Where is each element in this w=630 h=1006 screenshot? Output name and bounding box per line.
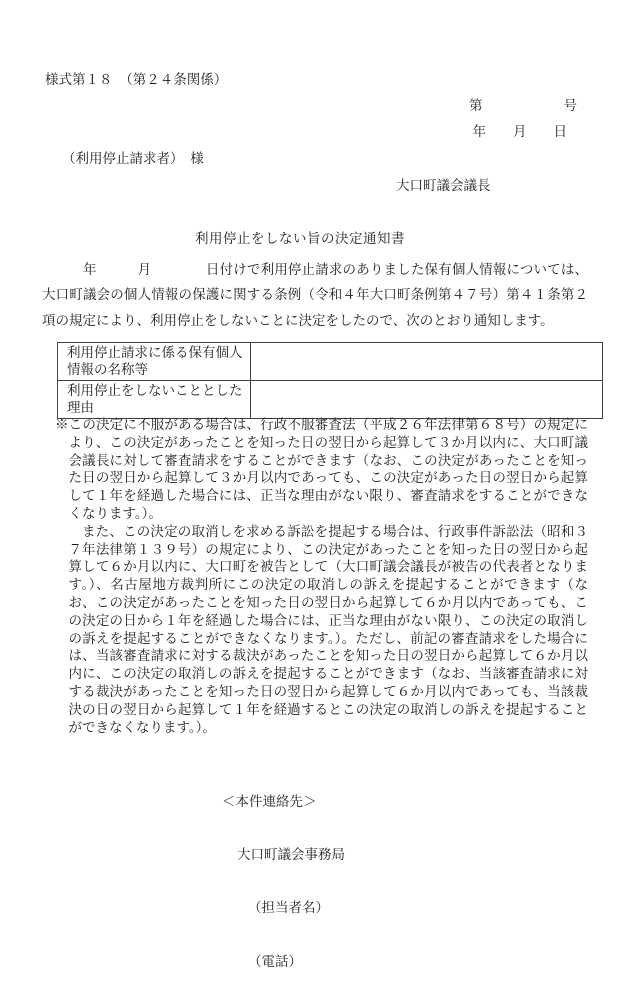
table-row-personal-info-name	[58, 343, 603, 381]
date-line: 年 月 日	[472, 124, 567, 139]
document-number-line: 第 号	[469, 98, 577, 113]
contact-section	[222, 757, 345, 1006]
table-row-reason	[58, 381, 603, 419]
document-title: 利用停止をしない旨の決定通知書	[195, 231, 405, 246]
addressee-line: （利用停止請求者） 様	[62, 151, 204, 166]
row-value-reason	[251, 381, 603, 419]
body-paragraph: 年 月 日付けで利用停止請求のありました保有個人情報については、大口町議会の個人情報の保護に関する条例（令和４年大口町条例第４７号）第４１条第２項の規定により、利用停止をしないことに決定をしたので、次のとおり通知します。	[42, 262, 588, 328]
info-table	[57, 342, 603, 419]
form-number: 様式第１８ （第２４条関係）	[45, 72, 228, 87]
contact-office: 大口町議会事務局	[237, 846, 345, 862]
row-label-reason: 利用停止をしないこととした理由	[58, 381, 251, 419]
row-value-personal-info-name	[251, 343, 603, 381]
notes-section	[55, 416, 588, 736]
contact-heading: ＜本件連絡先＞	[222, 793, 317, 809]
note-lawsuit: また、この決定の取消しを求める訴訟を提起する場合は、行政事件訴訟法（昭和３７年法律第１３９号）の規定により、この決定があったことを知った日の翌日から起算して６か月以内に、大口町を被告として（大口町議会議長が被告の代表者となります。）、名古屋地方裁判所にこの決定の取消しの訴えを提起することができます（なお、この決定があったことを知った日の翌日から起算して６か月以内であっても、この決定の日から１年を経過した場合には、正当な理由がない限り、この決定の取消しの訴えを提起することができなくなります。）。ただし、前記の審査請求をした場合には、当該審査請求に対する裁決があったことを知った日の翌日から起算して６か月以内に、この決定の取消しの訴えを提起することができます（なお、当該審査請求に対する裁決があったことを知った日の翌日から起算して６か月以内であっても、当該裁決の日の翌日から起算して１年を経過するとこの決定の取消しの訴えを提起することができなくなります。）。	[68, 523, 588, 735]
note-administrative-appeal: ※この決定に不服がある場合は、行政不服審査法（平成２６年法律第６８号）の規定により、この決定があったことを知った日の翌日から起算して３か月以内に、大口町議会議長に対して審査請求をすることができます（なお、この決定があったことを知った日の翌日から起算して３か月以内であっても、この決定があった日の翌日から起算して１年を経過した場合には、正当な理由がない限り、審査請求をすることができなくなります。）。	[55, 417, 588, 521]
contact-phone: （電話）	[248, 953, 302, 969]
contact-person: （担当者名）	[248, 900, 329, 916]
row-label-personal-info-name: 利用停止請求に係る保有個人情報の名称等	[58, 343, 251, 381]
sender-line: 大口町議会議長	[396, 178, 491, 193]
